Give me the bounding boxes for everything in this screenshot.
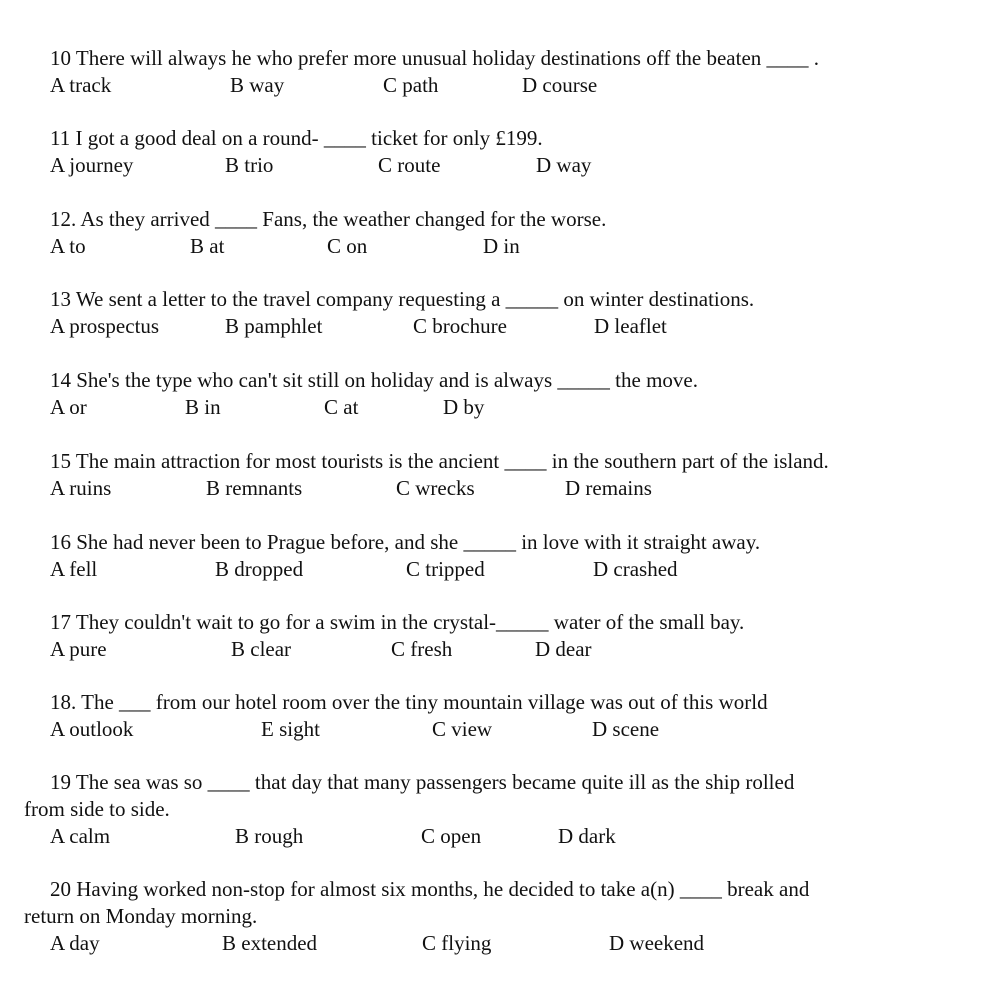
option-c: C brochure — [413, 314, 507, 338]
option-b: E sight — [261, 717, 320, 741]
question-18 — [0, 689, 986, 743]
options-row — [0, 152, 986, 179]
option-d: D dear — [535, 637, 592, 661]
options-row — [0, 823, 986, 850]
option-c: C flying — [422, 931, 492, 955]
option-d: D course — [522, 73, 598, 97]
options-row — [0, 636, 986, 663]
question-stem: 20 Having worked non-stop for almost six months, he decided to take a(n) ____ break and — [50, 877, 810, 901]
question-14 — [0, 367, 986, 421]
question-13 — [0, 286, 986, 340]
option-b: B clear — [231, 637, 292, 661]
option-d: D dark — [558, 824, 616, 848]
option-d: D crashed — [593, 557, 678, 581]
options-row — [0, 72, 986, 99]
question-stem-continued: return on Monday morning. — [24, 904, 258, 928]
option-d: D by — [443, 395, 485, 419]
option-d: D way — [536, 153, 592, 177]
options-row — [0, 556, 986, 583]
option-d: D leaflet — [594, 314, 667, 338]
question-stem: 12. As they arrived ____ Fans, the weather changed for the worse. — [50, 207, 607, 231]
option-b: B rough — [235, 824, 304, 848]
option-c: C wrecks — [396, 476, 475, 500]
question-16 — [0, 529, 986, 583]
question-stem: 13 We sent a letter to the travel company requesting a _____ on winter destinations. — [50, 287, 755, 311]
question-stem: 17 They couldn't wait to go for a swim in the crystal-_____ water of the small bay. — [50, 610, 745, 634]
question-stem: 19 The sea was so ____ that day that many passengers became quite ill as the ship rolled — [50, 770, 795, 794]
question-10 — [0, 45, 986, 99]
option-c: C route — [378, 153, 441, 177]
question-20 — [0, 876, 986, 957]
option-a: A journey — [50, 153, 134, 177]
option-c: C on — [327, 234, 368, 258]
question-11 — [0, 125, 986, 179]
options-row — [0, 394, 986, 421]
question-17 — [0, 609, 986, 663]
options-row — [0, 716, 986, 743]
option-c: C view — [432, 717, 493, 741]
option-b: B dropped — [215, 557, 304, 581]
option-b: B way — [230, 73, 285, 97]
option-b: B in — [185, 395, 221, 419]
option-b: B at — [190, 234, 225, 258]
option-d: D scene — [592, 717, 660, 741]
options-row — [0, 233, 986, 260]
option-c: C path — [383, 73, 439, 97]
question-stem-continued: from side to side. — [24, 797, 170, 821]
option-a: A track — [50, 73, 112, 97]
option-c: C tripped — [406, 557, 485, 581]
options-row — [0, 313, 986, 340]
question-stem: 18. The ___ from our hotel room over the tiny mountain village was out of this world — [50, 690, 768, 714]
question-19 — [0, 769, 986, 850]
option-b: B remnants — [206, 476, 303, 500]
option-a: A calm — [50, 824, 111, 848]
option-b: B trio — [225, 153, 274, 177]
question-stem: 14 She's the type who can't sit still on holiday and is always _____ the move. — [50, 368, 698, 392]
option-a: A day — [50, 931, 100, 955]
option-a: A fell — [50, 557, 98, 581]
option-d: D weekend — [609, 931, 705, 955]
option-a: A pure — [50, 637, 107, 661]
question-stem: 11 I got a good deal on a round- ____ ticket for only £199. — [50, 126, 543, 150]
question-15 — [0, 448, 986, 502]
option-a: A or — [50, 395, 87, 419]
question-12 — [0, 206, 986, 260]
option-a: A to — [50, 234, 86, 258]
option-b: B extended — [222, 931, 318, 955]
option-a: A ruins — [50, 476, 112, 500]
question-stem: 15 The main attraction for most tourists is the ancient ____ in the southern part of the island. — [50, 449, 829, 473]
option-a: A outlook — [50, 717, 134, 741]
question-stem: 10 There will always he who prefer more unusual holiday destinations off the beaten ____ . — [50, 46, 820, 70]
option-c: C open — [421, 824, 482, 848]
option-a: A prospectus — [50, 314, 160, 338]
option-c: C fresh — [391, 637, 453, 661]
option-d: D in — [483, 234, 520, 258]
options-row — [0, 475, 986, 502]
option-b: B pamphlet — [225, 314, 323, 338]
options-row — [0, 930, 986, 957]
option-d: D remains — [565, 476, 652, 500]
option-c: C at — [324, 395, 359, 419]
question-stem: 16 She had never been to Prague before, and she _____ in love with it straight away. — [50, 530, 761, 554]
